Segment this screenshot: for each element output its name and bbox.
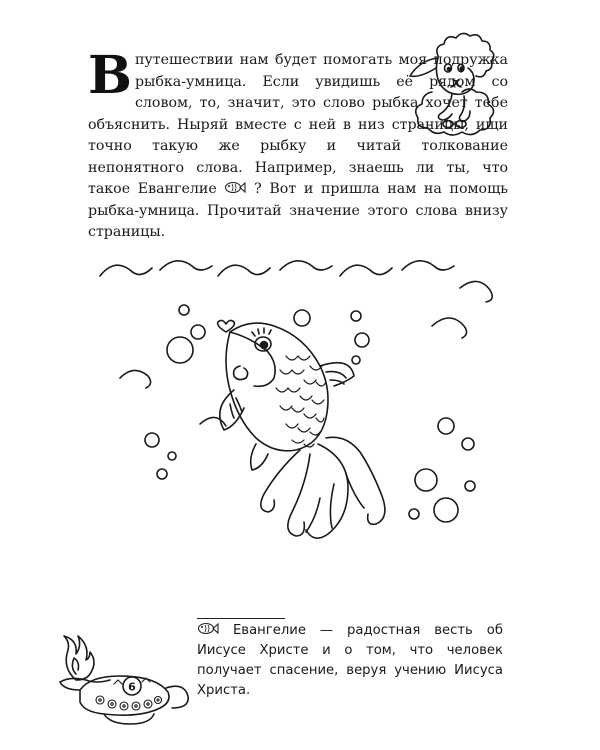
intro-text-part-2: ? Вот и пришла нам на помощь рыбка-умница. Прочитай значение этого слова внизу страницы. [88, 181, 508, 240]
footnote-text: Евангелие — радостная весть об Иисусе Христе и о том, что человек получает спасение, веруя учению Иисуса Христа. [197, 623, 503, 698]
footnote-divider [197, 618, 285, 619]
footnote [197, 621, 503, 701]
oil-lamp-illustration [38, 620, 198, 732]
page-number: 6 [128, 680, 136, 694]
goldfish-coloring-illustration [80, 248, 520, 588]
intro-text-part-1: путешествии нам будет помогать моя подружка рыбка-умница. Если увидишь её рядом со словом, то, значит, это слово рыбка хочет тебе объяснить. Ныряй вместе с ней в низ страницы, ищи точно такую же рыбку и читай толкование непонятного слова. Например, знаешь ли ты, что такое Евангелие [88, 52, 508, 197]
small-fish-icon [224, 181, 246, 194]
drop-cap: В [88, 45, 132, 106]
small-fish-icon [197, 622, 219, 635]
top-waves [100, 261, 492, 338]
lamb-illustration [398, 28, 520, 140]
